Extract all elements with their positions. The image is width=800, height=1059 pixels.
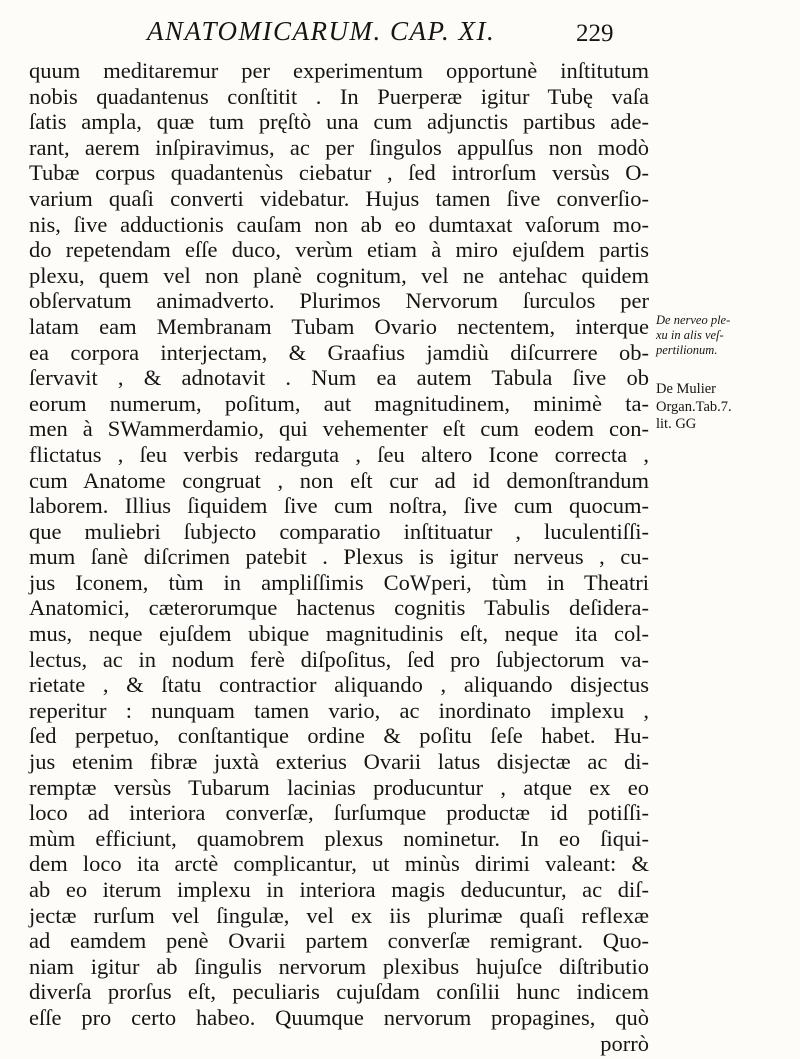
text-line: remptæ versùs Tubarum lacinias producuntur , atque ex eo	[29, 774, 649, 800]
text-line: latam eam Membranam Tubam Ovario nectentem, interque	[29, 313, 649, 339]
text-line: cum Anatome congruat , non eſt cur ad id demonſtrandum	[29, 467, 649, 493]
running-title: ANATOMICARUM. CAP. XI.	[147, 16, 496, 46]
marginal-note-reference	[656, 381, 796, 434]
page-header	[0, 14, 800, 54]
text-line: obſervatum animadverto. Plurimos Nervorum ſurculos per	[29, 288, 649, 314]
catchword: porrò	[600, 1030, 649, 1056]
marginal-note-line: Organ.Tab.7.	[656, 398, 732, 415]
text-line: eſſe pro certo habeo. Quumque nervorum propagines, quò	[29, 1004, 649, 1030]
text-line: laborem. Illius ſiquidem ſive cum noſtra, ſive cum quocum-	[29, 493, 649, 519]
text-line: que muliebri ſubjecto comparatio inſtituatur , luculentiſſi-	[29, 518, 649, 544]
text-line: quum meditaremur per experimentum opportunè inſtitutum	[29, 58, 649, 83]
text-line: dem loco ita arctè complicantur, ut minùs dirimi valeant: &	[29, 851, 649, 877]
text-line: jectæ rurſum vel ſingulæ, vel ex iis plurimæ quaſi reflexæ	[29, 902, 649, 928]
marginal-note-line: De nerveo ple-	[656, 313, 731, 327]
text-line: nobis quadantenus conſtitit . In Puerperæ igitur Tubę vaſa	[29, 83, 649, 109]
text-line: niam igitur ab ſingulis nervorum plexibus hujuſce diſtributio	[29, 953, 649, 979]
text-line: nis, ſive adductionis cauſam non ab eo dumtaxat vaſorum mo-	[29, 211, 649, 237]
text-line: reperitur : nunquam tamen vario, ac inordinato implexu ,	[29, 697, 649, 723]
text-line: mum ſanè diſcrimen patebit . Plexus is igitur nerveus , cu-	[29, 544, 649, 570]
text-line: eorum numerum, poſitum, aut magnitudinem, minimè ta-	[29, 390, 649, 416]
text-line: men à SWammerdamio, qui vehementer eſt cum eodem con-	[29, 416, 649, 442]
marginal-note-line: xu in alis veſ-	[656, 328, 724, 342]
text-line: diverſa prorſus eſt, peculiaris cujuſdam conſilii hunc indicem	[29, 979, 649, 1005]
text-line: Anatomici, cæterorumque hactenus cognitis Tabulis deſidera-	[29, 595, 649, 621]
text-line: ab eo iterum implexu in interiora magis deducuntur, ac diſ-	[29, 877, 649, 902]
text-line: varium quaſi converti videbatur. Hujus tamen ſive converſio-	[29, 185, 649, 211]
text-line: mùm efficiunt, quamobrem plexus nominetur. In eo ſiqui-	[29, 825, 649, 851]
text-line: ſed perpetuo, conſtantique ordine & poſitu ſeſe habet. Hu-	[29, 723, 649, 749]
text-line: ea corpora interjectam, & Graafius jamdiù diſcurrere ob-	[29, 339, 649, 365]
text-line: ad eamdem penè Ovarii partem converſæ remigrant. Quo-	[29, 928, 649, 954]
text-line: jus etenim fibræ juxtà exterius Ovarii latus disjectæ ac di-	[29, 749, 649, 775]
text-line: Tubæ corpus quadantenùs ciebatur , ſed introrſum versùs O-	[29, 160, 649, 186]
text-line: mus, neque ejuſdem ubique magnitudinis eſt, neque ita col-	[29, 621, 649, 647]
text-line: ſatis ampla, quæ tum pręſtò una cum adjunctis partibus ade-	[29, 109, 649, 135]
marginal-note-line: pertilionum.	[656, 343, 718, 357]
body-text	[29, 58, 649, 1056]
text-line: jus Iconem, tùm in ampliſſimis CoWperi, tùm in Theatri	[29, 569, 649, 595]
marginal-note-line: lit. GG	[656, 416, 697, 432]
page-number: 229	[576, 20, 614, 47]
text-line: flictatus , ſeu verbis redarguta , ſeu altero Icone correcta ,	[29, 441, 649, 467]
marginal-note-nerve-plexus	[656, 313, 796, 358]
text-line: rietate , & ſtatu contractior aliquando , aliquando disjectus	[29, 672, 649, 698]
text-line: do repetendam eſſe duco, verùm etiam à miro ejuſdem partis	[29, 237, 649, 263]
marginal-note-line: De Mulier	[656, 381, 716, 397]
text-line: ſervavit , & adnotavit . Num ea autem Tabula ſive ob	[29, 365, 649, 391]
text-line: lectus, ac in nodum ferè diſpoſitus, ſed pro ſubjectorum va-	[29, 646, 649, 672]
text-line: loco ad interiora converſæ, ſurſumque productæ id potiſſi-	[29, 800, 649, 826]
text-line: rant, aerem inſpiravimus, ac per ſingulos appulſus non modò	[29, 134, 649, 160]
text-line: plexu, quem vel non planè cognitum, vel ne antehac quidem	[29, 262, 649, 288]
